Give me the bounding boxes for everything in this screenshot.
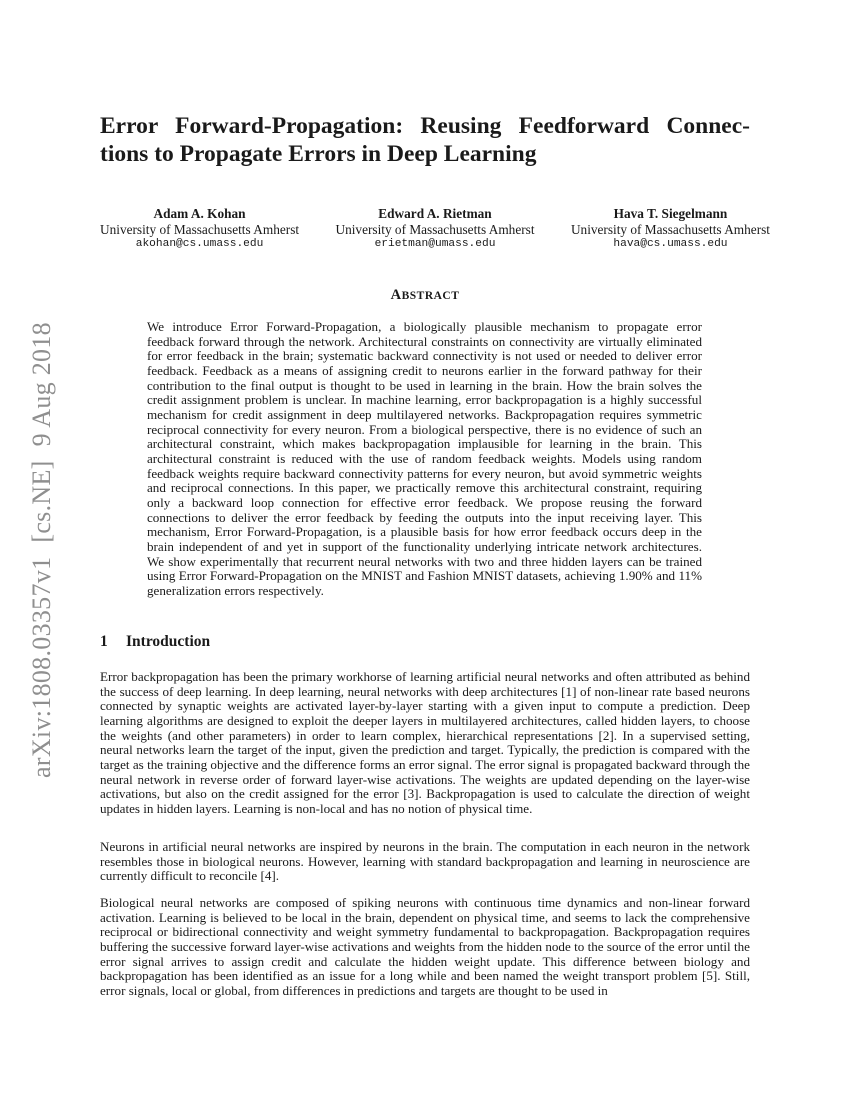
author-email[interactable]: erietman@umass.edu: [374, 238, 496, 250]
arxiv-stamp: [22, 293, 62, 793]
author-affiliation: University of Massachusetts Amherst: [100, 221, 300, 237]
author: [335, 206, 534, 253]
abstract-heading-initial: A: [390, 287, 402, 303]
author-block: [100, 206, 770, 253]
author-name: Adam A. Kohan: [153, 206, 246, 221]
abstract-text: We introduce Error Forward-Propagation, a biologically plausible mechanism to propagate error feedback forward through the network. Architectural constraints on connectivity are virtually eliminated for error feedback in the brain; systematic backward connectivity is not used or needed to deliver error feedback. Feedback as a means of assigning credit to neurons earlier in the forward pathway for their contribution to the final output is thought to be used in learning in the brain. How the brain solves the credit assignment problem is unclear. In machine learning, error backpropagation is a highly successful mechanism for credit assignment in deep multilayered networks. Backpropagation requires symmetric reciprocal connectivity for every neuron. From a biological perspective, there is no evidence of such an architectural constraint, which makes backpropagation implausible for learning in the brain. This architectural constraint is reduced with the use of random feedback weights. Models using random feedback weights require backward connectivity patterns for every neuron, but avoid symmetric weights and reciprocal connections. In this paper, we practically remove this architectural constraint, requiring only a backward loop connection for effective error feedback. We propose reusing the forward connections to deliver the error feedback by feeding the outputs into the input receiving layer. This mechanism, Error Forward-Propagation, is a plausible basis for how error feedback occurs deep in the brain independent of and yet in support of the functionality underlying intricate network architectures. We show experimentally that recurrent neural networks with two and three hidden layers can be trained using Error Forward-Propagation on the MNIST and Fashion MNIST datasets, achieving 1.90% and 11% generalization errors respectively.: [147, 319, 702, 598]
title-line-1: Error Forward-Propagation: Reusing Feedforward Connec-: [100, 113, 750, 139]
section-title: Introduction: [126, 633, 211, 650]
body-paragraph: Neurons in artificial neural networks are inspired by neurons in the brain. The computation in each neuron in the network resembles those in biological neurons. However, learning with standard backpropagation and learning in neuroscience are currently difficult to reconcile [4].: [100, 839, 750, 884]
section-number: 1: [100, 633, 108, 650]
abstract-heading-rest: BSTRACT: [401, 290, 460, 302]
body-paragraph: Error backpropagation has been the primary workhorse of learning artificial neural networks and often attributed as behind the success of deep learning. In deep learning, neural networks with deep architectures [1] of non-linear rate based neurons connected by synaptic weights are activated layer-by-layer starting with a given input to compute a prediction. Deep learning algorithms are designed to exploit the deeper layers in multilayered architectures, called hidden layers, to choose the weights (and other parameters) in order to learn complex, hierarchical representations [2]. In a supervised setting, neural networks learn the target of the input, given the prediction and target. Typically, the prediction is compared with the target as the training objective and the difference forms an error signal. The error signal is propagated backward through the neural network in reverse order of forward layer-wise activations. The weights are updated depending on the layer-wise activations, but also on the credit assigned for the error [3]. Backpropagation is used to calculate the direction of weight updates in hidden layers. Learning is non-local and has no notion of physical time.: [100, 669, 750, 816]
author-affiliation: University of Massachusetts Amherst: [335, 221, 535, 237]
author-name: Hava T. Siegelmann: [613, 206, 728, 221]
arxiv-date: 9 Aug 2018: [27, 322, 56, 447]
author-email[interactable]: hava@cs.umass.edu: [613, 238, 728, 250]
arxiv-id: arXiv:1808.03357v1: [27, 556, 56, 778]
section-heading: [100, 633, 210, 651]
abstract-heading: [0, 287, 850, 304]
title-line-2: tions to Propagate Errors in Deep Learning: [100, 141, 537, 167]
author: [571, 206, 770, 253]
body-paragraph: Biological neural networks are composed of spiking neurons with continuous time dynamics and non-linear forward activation. Learning is believed to be local in the brain, dependent on physical time, and seems to lack the comprehensive reciprocal or bidirectional connectivity and weight symmetry fundamental to backpropagation. Backpropagation requires buffering the successive forward layer-wise activations and weights from the hidden node to the source of the error until the error signal arrives to assign credit and calculate the hidden weight update. This difference between biology and backpropagation has been identified as an issue for a long while and been named the weight transport problem [5]. Still, error signals, local or global, from differences in predictions and targets are thought to be used in: [100, 895, 750, 998]
author-affiliation: University of Massachusetts Amherst: [570, 221, 770, 237]
author-name: Edward A. Rietman: [378, 206, 492, 221]
paper-title: [100, 112, 750, 168]
arxiv-category: [cs.NE]: [27, 460, 56, 543]
author: [100, 206, 299, 253]
author-email[interactable]: akohan@cs.umass.edu: [135, 238, 264, 250]
